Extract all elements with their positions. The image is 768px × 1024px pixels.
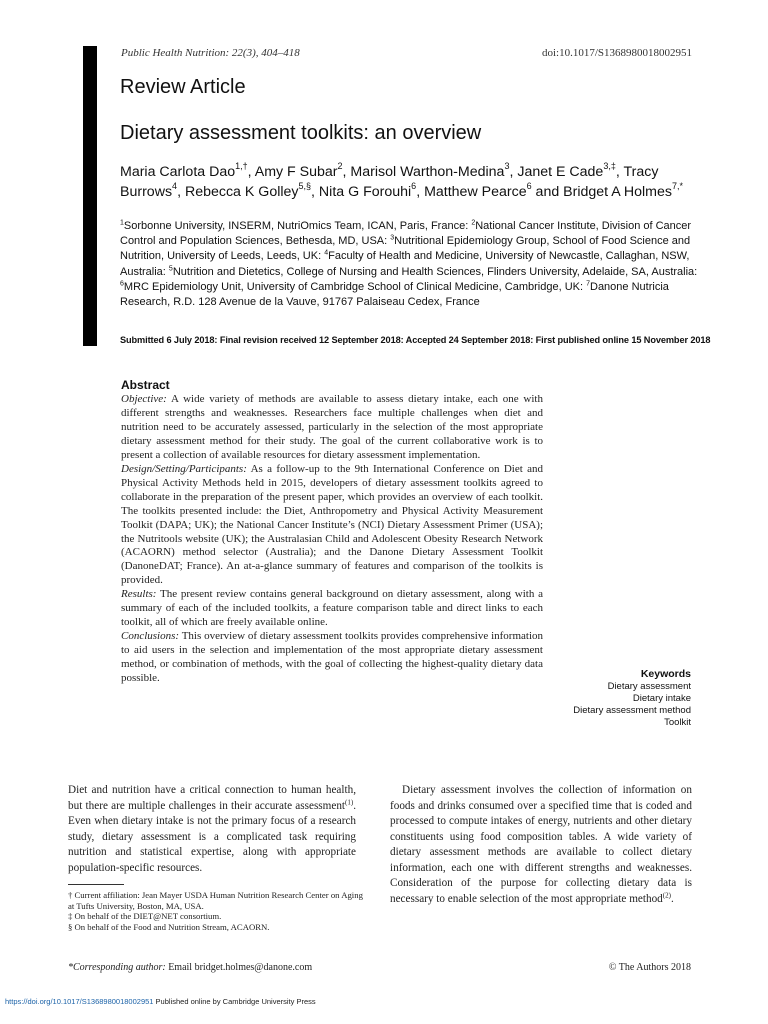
author-name: Maria Carlota Dao [120,164,236,180]
author-name: , Marisol Warthon-Medina [342,164,505,180]
conclusions-text: This overview of dietary assessment toolkits provides comprehensive information to aid users in the selection and implementation of the most appropriate dietary assessment method, or combination of methods, with the goal of collecting the highest-quality dietary data possible. [121,630,543,685]
author-name: , Tracy Burrows [120,164,659,200]
affiliations [120,219,700,310]
keywords-box [573,668,691,729]
publication-dates: Submitted 6 July 2018: Final revision received 12 September 2018: Accepted 24 September 2018: First published online 15 November 2018 [120,335,711,345]
journal-citation: Public Health Nutrition: 22(3), 404–418 [121,47,300,59]
author-name: , Rebecca K Golley [177,183,299,200]
copyright: © The Authors 2018 [608,962,691,973]
design-text: As a follow-up to the 9th International Conference on Diet and Physical Activity Methods held in 2015, developers of dietary assessment toolkits agreed to collaborate in the preparation of the present paper, which provides an overview of each toolkit. The toolkits presented include: the Diet, Anthropometry and Physical Activity Measurement Toolkit (DAPA; UK); the National Cancer Institute’s (NCI) Dietary Assessment Primer (USA); the Nutritools website (UK); the Australasian Child and Adolescent Obesity Research Network (ACAORN) method selector (Australia); and the Danone Dietary Assessment Toolkit (DanoneDAT; France). An at-a-glance summary of features and comparison of the toolkits is provided. [121,462,543,587]
affil-sup: 3 [390,234,395,242]
abstract-results [121,588,543,630]
affil-text: Faculty of Health and Medicine, University of Newcastle, Callaghan, NSW, Australia: [120,250,690,278]
footnote: † Current affiliation: Jean Mayer USDA Human Nutrition Research Center on Aging at Tufts University, Boston, MA, USA. [68,890,363,911]
corresponding-label: *Corresponding author: [68,962,166,973]
corresponding-author [68,962,312,973]
affil-sup: 5 [168,264,173,272]
author-name: , Matthew Pearce [416,183,527,200]
affil-sup: 1 [120,219,124,227]
results-label: Results: [121,588,157,601]
objective-text: A wide variety of methods are available to assess dietary intake, each one with different strengths and weaknesses. Researchers face multiple challenges when diet and nutrition need to be accurately assessed, particularly in the selection of the most appropriate dietary assessment method for their study. The goal of the current collaborative work is to present a collection of available resources for dietary assessment implementation. [121,393,543,461]
conclusions-label: Conclusions: [121,630,180,643]
doi-header[interactable]: doi:10.1017/S1368980018002951 [541,47,692,59]
citation-ref[interactable]: (1) [345,797,354,806]
author-name: and Bridget A Holmes [531,183,672,200]
body-text: . [670,892,674,905]
corresponding-email[interactable]: Email bridget.holmes@danone.com [165,962,313,973]
article-title: Dietary assessment toolkits: an overview [120,122,482,144]
author-list [120,163,710,202]
citation-ref[interactable]: (2) [662,890,671,899]
author-name: , Amy F Subar [247,164,338,180]
author-sup: 6 [411,180,417,191]
affil-sup: 4 [324,249,329,257]
affil-sup: 7 [586,280,590,288]
keyword-item: Dietary assessment [607,681,691,692]
author-sup: 5,§ [298,180,312,191]
published-online-text: Published online by Cambridge University Press [153,997,316,1006]
footnote-rule [68,884,124,885]
author-sup: 3,‡ [603,161,616,172]
footnote: ‡ On behalf of the DIET@NET consortium. [68,911,222,922]
body-paragraph [68,783,356,876]
doi-link[interactable]: https://doi.org/10.1017/S1368980018002951 [5,997,154,1006]
article-type: Review Article [120,76,246,98]
affil-text: MRC Epidemiology Unit, University of Cambridge School of Clinical Medicine, Cambridge, UK: [123,280,587,293]
results-text: The present review contains general background on dietary assessment, along with a summary of each of the included toolkits, a feature comparison table and direct links to each toolkit, all of which are freely available online. [121,588,543,629]
author-sup: 3 [504,161,510,172]
affil-text: Nutrition and Dietetics, College of Nursing and Health Sciences, Flinders University, Adelaide, SA, Australia: [172,265,698,278]
author-sup: 2 [337,161,343,172]
body-column-left [68,783,356,876]
abstract-heading: Abstract [121,378,170,392]
body-column-right [390,783,692,907]
affil-text: Sorbonne University, INSERM, NutriOmics Team, ICAN, Paris, France: [123,220,472,232]
objective-label: Objective: [121,393,167,405]
affil-text: National Cancer Institute, Division of Cancer Control and Population Sciences, Bethesda, MD, USA: [120,220,692,248]
body-text: Diet and nutrition have a critical connection to human health, but there are multiple challenges in their accurate assessment [68,784,356,812]
author-sup: 7,* [672,180,684,191]
affil-text: Danone Nutricia Research, R.D. 128 Avenue de la Vauve, 91767 Palaiseau Cedex, France [120,280,669,309]
keywords-heading: Keywords [640,668,691,680]
abstract-objective [121,393,543,463]
author-name: , Janet E Cade [509,164,604,180]
author-name: , Nita G Forouhi [311,183,412,200]
author-sup: 4 [172,180,178,191]
keyword-item: Toolkit [664,717,691,728]
body-text: . Even when dietary intake is not the primary focus of a research study, dietary assessment is a complicated task requiring nutrition and statistical expertise, along with appropriate population-specific resources. [68,799,356,874]
design-label: Design/Setting/Participants: [121,462,247,475]
body-text: Dietary assessment involves the collection of information on foods and drinks consumed over a specified time that is coded and processed to compute intakes of energy, nutrients and other dietary constituents using food composition tables. A wide variety of dietary assessment methods are available to collect dietary information, each one with different strengths and weaknesses. Consideration of the purpose for collecting dietary data is necessary to enable selection of the most appropriate method [390,784,692,905]
keyword-item: Dietary intake [632,693,691,704]
sidebar-black-bar [83,46,97,346]
affil-sup: 6 [120,280,124,288]
abstract [121,378,543,686]
keyword-item: Dietary assessment method [573,705,691,716]
author-sup: 6 [526,180,532,191]
affil-sup: 2 [471,219,476,227]
affil-text: Nutritional Epidemiology Group, School of Food Science and Nutrition, University of Leeds, Leeds, UK: [120,235,691,263]
footnotes [68,890,368,932]
author-sup: 1,† [235,161,248,172]
abstract-design [121,463,543,589]
bottom-publisher-line [5,997,316,1006]
footnote: § On behalf of the Food and Nutrition Stream, ACAORN. [68,921,270,932]
abstract-conclusions [121,630,543,686]
body-paragraph [390,783,692,907]
